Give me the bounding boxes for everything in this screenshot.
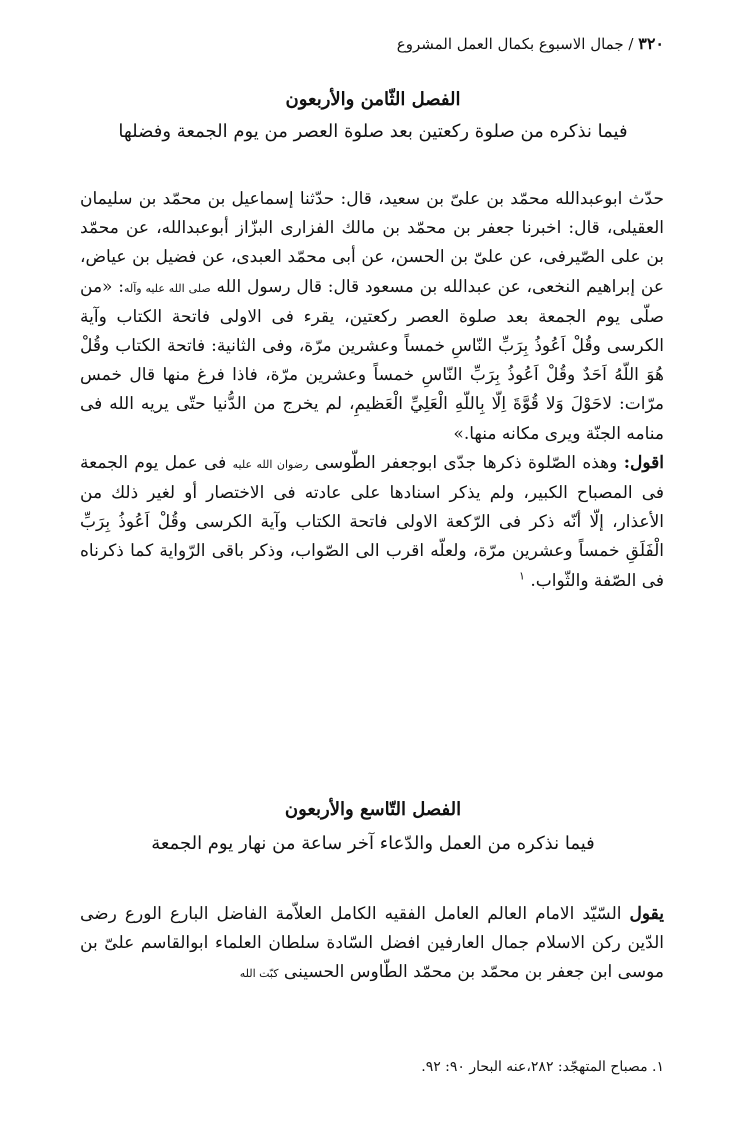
narration-text: حدّث ابوعبدالله محمّد بن علىّ بن سعيد، قال: حدّثنا إسماعيل بن محمّد بن سليمان العقيلى، قال: اخبرنا جعفر بن محمّد بن مالك الفزارى البزّاز أبوعبدالله، عن محمّد بن على الصّيرفى، عن علىّ بن الحسن، عن أبى محمّد العبدى، عن فضيل بن عياض، عن إبراهيم النخعى، عن عبدالله بن مسعود قال: قال رسول الله — [80, 189, 665, 297]
comment-label: اقول: — [623, 452, 664, 473]
comment-paragraph — [80, 449, 664, 596]
running-header — [82, 34, 664, 54]
section-48-body — [80, 185, 664, 596]
section-48-title: الفصل الثّامن والأربعون — [285, 89, 461, 110]
section-48-subtitle: فيما نذكره من صلوة ركعتين بعد صلوة العصر من يوم الجمعة وفضلها — [118, 121, 628, 142]
comment-part-1: وهذه الصّلوة ذكرها جدّى ابوجعفر الطّوسى — [308, 452, 624, 473]
page-number: ۳۲۰ — [638, 34, 664, 53]
comment-part-2: فى عمل يوم الجمعة فى المصباح الكبير، ولم يذكر اسنادها على عادته فى الاختصار أو لغير ذلك من الأعذار، إلّا أنّه ذكر فى الرّكعة الاولى فاتحة الكتاب وآية الكرسى وقُلْ اَعُوذُ بِرَبِّ الْفَلَقِ خمساً وعشرين مرّة، ولعلّه اقرب الى الصّواب، وذكر باقى الرّواية كما ذكرناه فى الصّفة والثّواب. — [80, 452, 664, 591]
section-49-label: يقول — [629, 904, 664, 924]
hadith-text: : «من صلّى يوم الجمعة بعد صلوة العصر ركعتين، يقرء فى الاولى فاتحة الكتاب وآية الكرسى وقُلْ اَعُوذُ بِرَبِّ النّاسِ خمساً وعشرين مرّة، وفى الثانية: فاتحة الكتاب وقُلْ هُوَ اللّهُ اَحَدٌ وقُلْ اَعُوذُ بِرَبِّ النّاسِ خمساً وعشرين مرّة، فاذا فرغ منها قال خمس مرّات: لاحَوْلَ وَلا قُوَّةَ اِلّا بِاللّهِ الْعَلِيِّ الْعَظيمِ، لم يخرج من الدُّنيا حتّى يريه الله فى منامه الجنّة ويرى مكانه منها.» — [80, 276, 664, 444]
footnote: ۱. مصباح المتهجّد: ۲۸۲،عنه البحار ۹۰: ۹۲. — [421, 1059, 664, 1075]
section-49-text: السّيّد الامام العالم العامل الفقيه الكامل العلاّمة الفاضل البارع الورع رضى الدّين ركن الاسلام جمال العارفين افضل السّادة سلطان العلماء ابوالقاسم علىّ بن موسى ابن جعفر بن محمّد بن محمّد الطّاوس الحسينى — [80, 904, 664, 983]
ridwan-mark: رضوان الله عليه — [232, 457, 309, 471]
book-title: جمال الاسبوع بكمال العمل المشروع — [396, 35, 624, 53]
salawat-mark: صلى الله عليه وآله — [123, 281, 211, 295]
narration-paragraph — [80, 185, 664, 449]
section-49-tail: كبّت الله — [239, 967, 279, 981]
header-separator: / — [623, 35, 639, 53]
section-49-paragraph — [80, 900, 664, 989]
section-49-subtitle: فيما نذكره من العمل والدّعاء آخر ساعة من نهار يوم الجمعة — [151, 833, 595, 854]
section-49-body — [80, 900, 664, 989]
section-49-title: الفصل التّاسع والأربعون — [284, 799, 462, 820]
footnote-reference: ۱ — [519, 568, 525, 582]
